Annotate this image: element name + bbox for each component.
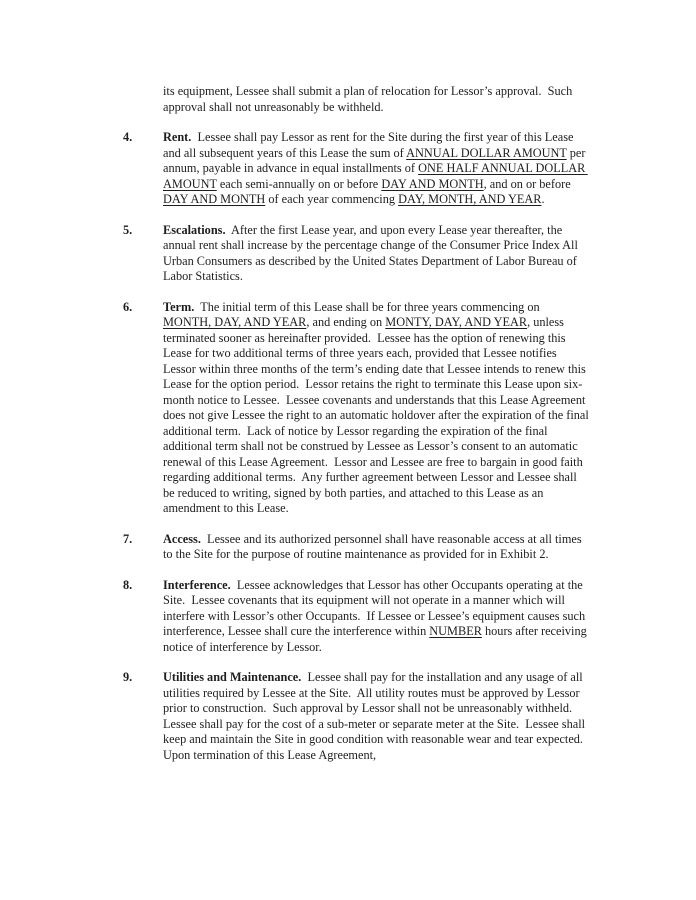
section-paragraph [163, 532, 590, 563]
placeholder-blank-run: MONTY, DAY, AND YEAR [385, 315, 528, 329]
section-paragraph [163, 130, 590, 208]
section [123, 300, 593, 517]
section-number: 7. [123, 531, 133, 546]
section-heading-run: Term. [163, 299, 195, 314]
placeholder-blank-run: ONE HALF ANNUAL DOLLAR AMOUNT [163, 161, 588, 191]
text-run: hours after receiving notice of interference by Lessor. [163, 624, 590, 654]
placeholder-blank-run: DAY AND MONTH [381, 176, 484, 191]
section-heading-run: Rent. [163, 130, 192, 144]
text-run: After the first Lease year, and upon every Lease year thereafter, the annual rent shall increase by the percentage change of the Consumer Price Index All Urban Consumers as described by the United States Department of Labor Bureau of Labor Statistics. [163, 222, 581, 283]
text-run: Lessee shall pay for the installation and any usage of all utilities required by Lessee at the Site. All utility routes must be approved by Lessor prior to construction. Such approval by Lessor shall not be unreasonably withheld. Lessee shall pay for the cost of a sub-meter or separate meter at the Site. Lessee shall keep and maintain the Site in good condition with reasonable wear and tear expected. Upon termination of this Lease Agreement, [163, 670, 590, 762]
section [123, 532, 593, 563]
sections-list [123, 130, 593, 763]
text-run: . [541, 192, 545, 206]
text-run: Lessee and its authorized personnel shall have reasonable access at all times to the Site for the purpose of routine maintenance as provided for in Exhibit 2. [163, 531, 585, 561]
section-paragraph [163, 300, 590, 517]
text-run: its equipment, Lessee shall submit a plan of relocation for Lessor’s approval. Such approval shall not unreasonably be withheld. [163, 84, 576, 114]
section-heading-run: Access. [163, 531, 201, 546]
placeholder-blank-run: DAY AND MONTH [163, 192, 266, 206]
text-run: Lessee acknowledges that Lessor has other Occupants operating at the Site. Lessee covenants that its equipment will not operate in a manner which will interfere with Lessor’s other Occupants. If Lessee or Lessee’s equipment causes such interference, Lessee shall cure the interference within [163, 577, 589, 638]
section-heading-run: Escalations. [163, 222, 226, 237]
placeholder-blank-run: ANNUAL DOLLAR AMOUNT [406, 145, 567, 160]
section [123, 130, 593, 208]
section [123, 578, 593, 656]
section [123, 223, 593, 285]
section-paragraph [163, 578, 590, 656]
section [123, 670, 593, 763]
section-number: 6. [123, 299, 133, 314]
text-run: The initial term of this Lease shall be for three years commencing on [194, 299, 543, 314]
placeholder-blank-run: NUMBER [429, 624, 482, 638]
placeholder-blank-run: MONTH, DAY, AND YEAR [163, 315, 307, 329]
section-heading-run: Interference. [163, 577, 231, 592]
section-number: 8. [123, 577, 133, 592]
document-content [123, 84, 593, 778]
placeholder-blank-run: DAY, MONTH, AND YEAR [398, 192, 542, 206]
section-number: 4. [123, 130, 133, 144]
text-run: , and ending on [306, 315, 386, 329]
section-paragraph [163, 670, 590, 763]
text-run: each semi-annually on or before [216, 176, 382, 191]
text-run: Lessee shall pay Lessor as rent for the Site during the first year of this Lease and all subsequent years of this Lease the sum of [163, 130, 577, 160]
section-heading-run: Utilities and Maintenance. [163, 670, 302, 684]
text-run: , unless terminated sooner as hereinafter provided. Lessee has the option of renewing this Lease for two additional terms of three years each, provided that Lessee notifies Lessor within three months of the term’s ending date that Lessee intends to renew this Lease for the option period. Lessor retains the right to terminate this Lease upon six-month notice to Lessee. Lessee covenants and understands that this Lease Agreement does not give Lessee the right to an automatic holdover after the expiration of the final additional term. Lack of notice by Lessor regarding the expiration of the final additional term shall not be construed by Lessee as Lessor’s consent to an automatic renewal of this Lease Agreement. Lessor and Lessee are free to bargain in good faith regarding additional terms. Any further agreement between Lessor and Lessee shall be reduced to writing, signed by both parties, and attached to this Lease as an amendment to this Lease. [163, 315, 592, 515]
continuation-paragraph [163, 84, 590, 115]
section-paragraph [163, 223, 590, 285]
section-number: 9. [123, 670, 133, 684]
text-run: per annum, payable in advance in equal installments of [163, 145, 589, 175]
text-run: of each year commencing [265, 192, 399, 206]
text-run: , and on or before [483, 176, 574, 191]
section-number: 5. [123, 222, 133, 237]
